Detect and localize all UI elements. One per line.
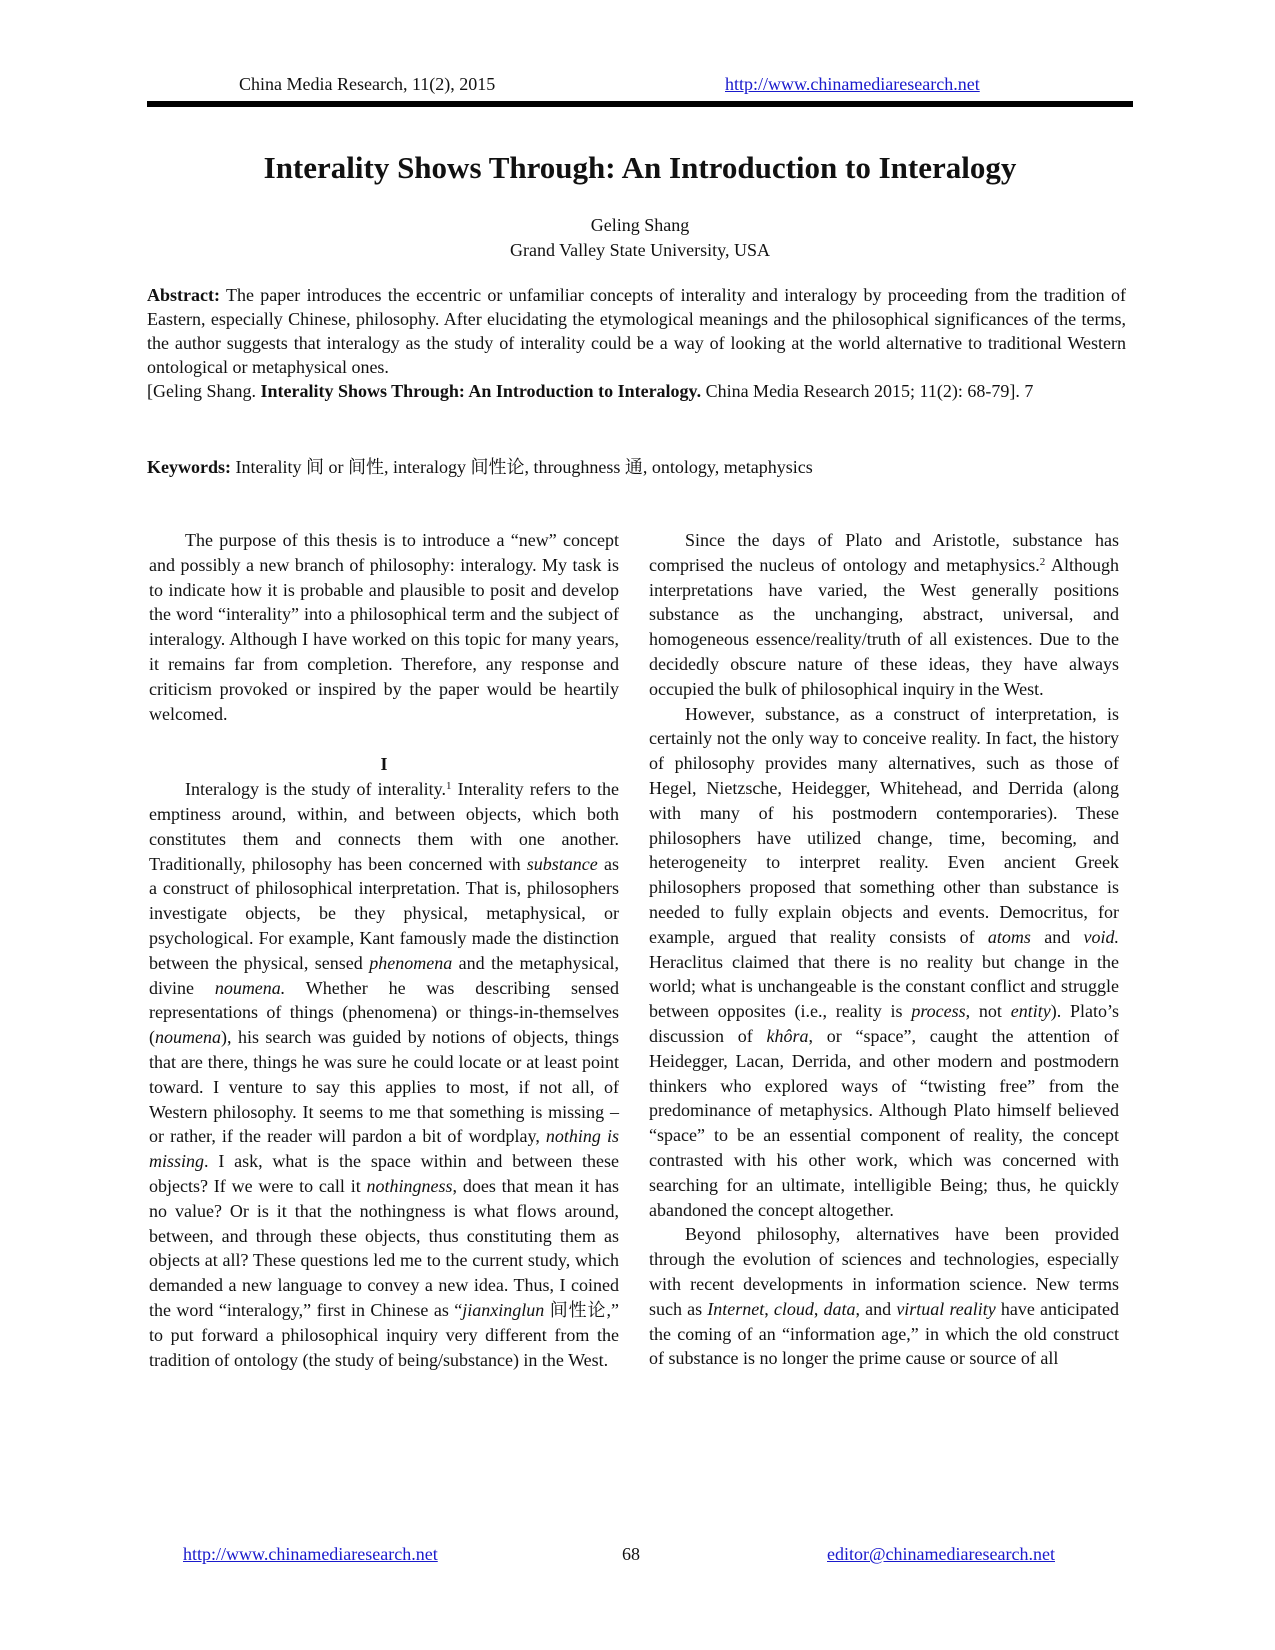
left-column [149, 528, 619, 1372]
citation-prefix: [Geling Shang. [147, 381, 256, 401]
journal-url-link[interactable]: http://www.chinamediaresearch.net [725, 74, 980, 94]
footer-email-link[interactable]: editor@chinamediaresearch.net [827, 1544, 1055, 1564]
science-paragraph: Beyond philosophy, alternatives have been provided through the evolution of sciences and technologies, especially with recent developments in information science. New terms such as Internet, cloud, data, and virtual reality have anticipated the coming of an “information age,” in which the old construct of substance is no longer the prime cause or source of all [649, 1224, 1119, 1369]
citation-suffix: China Media Research 2015; 11(2): 68-79]. 7 [705, 381, 1034, 401]
footnote-marker[interactable]: 1 [446, 780, 452, 793]
header-rule [147, 101, 1133, 107]
citation [147, 379, 1126, 403]
author-name: Geling Shang [590, 215, 690, 235]
substance-paragraph: Since the days of Plato and Aristotle, substance has comprised the nucleus of ontology and metaphysics.$^2$ Although interpretations have varied, the West generally positions substance as the unchanging, abstract, universal, and homogeneous essence/reality/truth of all existences. Due to the decidedly obscure nature of these ideas, they have always occupied the bulk of philosophical inquiry in the West. [649, 530, 1119, 699]
running-header [147, 74, 1133, 100]
keywords-label: Keywords: [147, 457, 231, 477]
abstract-label: Abstract: [147, 285, 220, 305]
footnote-marker[interactable]: 2 [1039, 555, 1046, 568]
abstract [147, 283, 1126, 403]
footer-url-link[interactable]: http://www.chinamediaresearch.net [183, 1544, 438, 1564]
right-column [649, 528, 1119, 1371]
author-affiliation: Grand Valley State University, USA [510, 240, 770, 260]
section-one-paragraph: Interalogy is the study of interality.$^1$ Interality refers to the emptiness around, within, and between objects, which both constitutes them and connects them with one another. Traditionally, philosophy has been concerned with substance as a construct of philosophical interpretation. That is, philosophers investigate objects, be they physical, metaphysical, or psychological. For example, Kant famously made the distinction between the physical, sensed phenomena and the metaphysical, divine noumena. Whether he was describing sensed representations of things (phenomena) or things-in-themselves (noumena), his search was guided by notions of objects, things that are there, things he was sure he could locate or at least point toward. I venture to say this applies to most, if not all, of Western philosophy. It seems to me that something is missing – or rather, if the reader will pardon a bit of wordplay, nothing is missing. I ask, what is the space within and between these objects? If we were to call it nothingness, does that mean it has no value? Or is it that the nothingness is what flows around, between, and through these objects, thus constituting them as objects at all? These questions led me to the current study, which demanded a new language to convey a new idea. Thus, I coined the word “interalogy,” first in Chinese as “jianxinglun 间性论,” to put forward a philosophical inquiry very different from the tradition of ontology (the study of being/substance) in the West. [149, 779, 619, 1370]
citation-title: Interality Shows Through: An Introduction to Interalogy. [260, 381, 702, 401]
keywords [147, 453, 1126, 479]
alternatives-paragraph: However, substance, as a construct of interpretation, is certainly not the only way to conceive reality. In fact, the history of philosophy provides many alternatives, such as those of Hegel, Nietzsche, Heidegger, Whitehead, and Derrida (along with many of his postmodern contemporaries). These philosophers have utilized change, time, becoming, and heterogeneity to interpret reality. Even ancient Greek philosophers proposed that something other than substance is needed to fully explain objects and events. Democritus, for example, argued that reality consists of atoms and void. Heraclitus claimed that there is no reality but change in the world; what is unchangeable is the constant conflict and struggle between opposites (i.e., reality is process, not entity). Plato’s discussion of khôra, or “space”, caught the attention of Heidegger, Lacan, Derrida, and other modern and postmodern thinkers who explored ways of “twisting free” from the predominance of metaphysics. Although Plato himself believed “space” to be an essential component of reality, the concept contrasted with his other work, which was concerned with searching for an ultimate, intelligible Being; thus, he quickly abandoned the concept altogether. [649, 703, 1119, 1220]
keywords-text: Interality 间 or 间性, interalogy 间性论, throughness 通, ontology, metaphysics [235, 457, 813, 477]
abstract-text: The paper introduces the eccentric or unfamiliar concepts of interality and interalogy by proceeding from the tradition of Eastern, especially Chinese, philosophy. After elucidating the etymological meanings and the philosophical significances of the terms, the author suggests that interalogy as the study of interality could be a way of looking at the world alternative to traditional Western ontological or metaphysical ones. [147, 285, 1126, 377]
intro-paragraph: The purpose of this thesis is to introduce a “new” concept and possibly a new branch of philosophy: interalogy. My task is to indicate how it is probable and plausible to posit and develop the word “interality” into a philosophical term and the subject of interalogy. Although I have worked on this topic for many years, it remains far from completion. Therefore, any response and criticism provoked or inspired by the paper would be heartily welcomed. [149, 530, 619, 724]
author-block [147, 213, 1133, 263]
section-heading: I [380, 754, 388, 775]
page-number: 68 [622, 1544, 640, 1564]
paper-title: Interality Shows Through: An Introduction to Interalogy [263, 150, 1017, 185]
page-footer [147, 1544, 1133, 1568]
journal-citation: China Media Research, 11(2), 2015 [239, 74, 496, 94]
